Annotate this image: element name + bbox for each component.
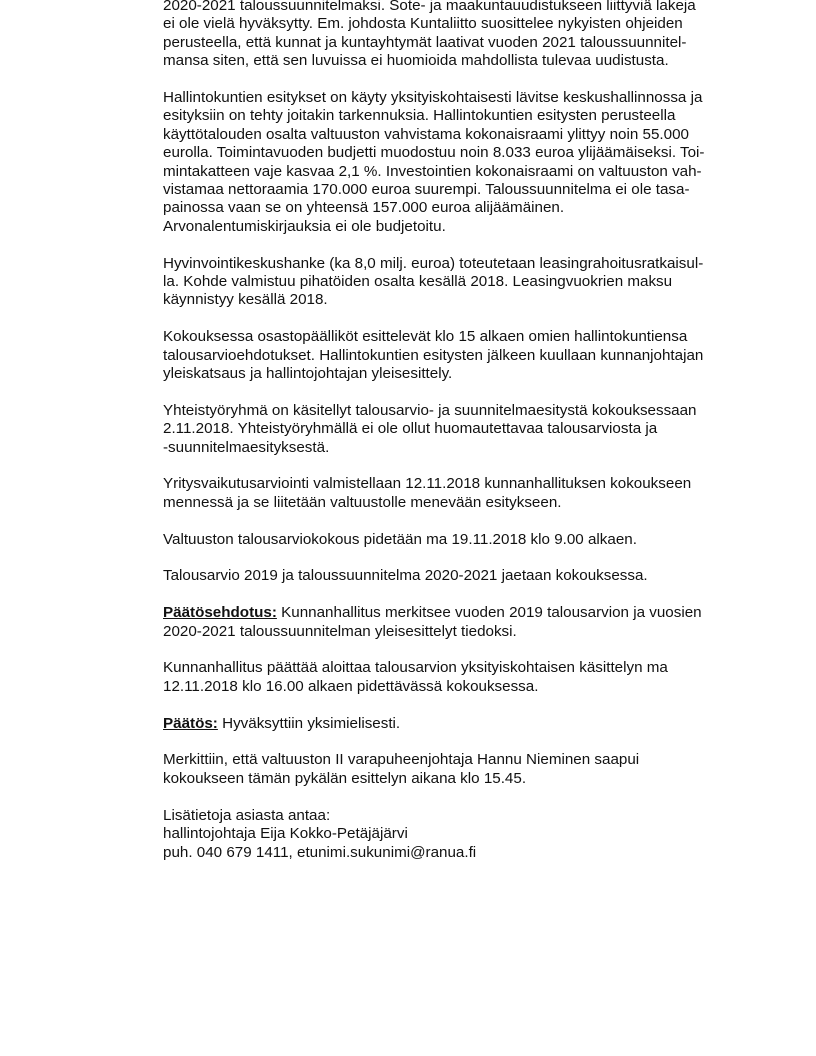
paragraph-line: esityksiin on tehty joitakin tarkennuksia. Hallintokuntien esitysten perusteella xyxy=(163,107,676,125)
note-paragraph xyxy=(163,751,763,788)
contact-line: hallintojohtaja Eija Kokko-Petäjäjärvi xyxy=(163,825,408,843)
paragraph-line: mennessä ja se liitetään valtuustolle menevään esitykseen. xyxy=(163,493,562,511)
paragraph-line: 2020-2021 taloussuunnitelmaksi. Sote- ja maakuntauudistukseen liittyviä lakeja xyxy=(163,0,696,14)
paragraph-line: Hallintokuntien esitykset on käyty yksityiskohtaisesti lävitse keskushallinnossa ja xyxy=(163,89,703,107)
body-paragraph xyxy=(163,328,763,383)
note-line: Merkittiin, että valtuuston II varapuheenjohtaja Hannu Nieminen saapui xyxy=(163,751,640,769)
paragraph-line: Valtuuston talousarviokokous pidetään ma 19.11.2018 klo 9.00 alkaen. xyxy=(163,530,637,548)
paragraph-line: la. Kohde valmistuu pihatöiden osalta kesällä 2018. Leasingvuokrien maksu xyxy=(163,273,673,291)
paragraph-line: Yhteistyöryhmä on käsitellyt talousarvio- ja suunnitelmaesitystä kokouksessaan xyxy=(163,401,697,419)
paragraph-line: eurolla. Toimintavuoden budjetti muodostuu noin 8.033 euroa ylijäämäiseksi. Toi- xyxy=(163,144,705,162)
paragraph-line: -suunnitelmaesityksestä. xyxy=(163,438,330,456)
proposal-text-line-1: Kunnanhallitus merkitsee vuoden 2019 talousarvion ja vuosien xyxy=(276,604,702,622)
paragraph-line: Kokouksessa osastopäälliköt esittelevät klo 15 alkaen omien hallintokuntiensa xyxy=(163,328,688,346)
body-paragraph xyxy=(163,402,763,457)
body-paragraphs xyxy=(163,0,763,586)
proposal-label: Päätösehdotus: xyxy=(163,604,277,622)
paragraph-line: mansa siten, että sen luvuissa ei huomioida mahdollista tulevaa uudistusta. xyxy=(163,52,669,70)
decision-text: Hyväksyttiin yksimielisesti. xyxy=(217,714,401,732)
proposal-paragraph xyxy=(163,604,763,641)
paragraph-line: ei ole vielä hyväksytty. Em. johdosta Kuntaliitto suosittelee nykyisten ohjeiden xyxy=(163,15,683,33)
paragraph-line: vistamaa nettoraamia 170.000 euroa suurempi. Taloussuunnitelma ei ole tasa- xyxy=(163,181,690,199)
paragraph-line: perusteella, että kunnat ja kuntayhtymät laativat vuoden 2021 taloussuunnitel- xyxy=(163,33,687,51)
paragraph-line: Arvonalentumiskirjauksia ei ole budjetoitu. xyxy=(163,217,446,235)
body-paragraph xyxy=(163,89,763,236)
body-paragraph xyxy=(163,0,763,71)
paragraph-line: Talousarvio 2019 ja taloussuunnitelma 2020-2021 jaetaan kokouksessa. xyxy=(163,567,648,585)
contact-line: puh. 040 679 1411, etunimi.sukunimi@ranua.fi xyxy=(163,843,477,861)
paragraph-line: Hyvinvointikeskushanke (ka 8,0 milj. euroa) toteutetaan leasingrahoitusratkaisul- xyxy=(163,254,704,272)
proposal-followup xyxy=(163,659,763,696)
body-paragraph xyxy=(163,255,763,310)
paragraph-line: mintakatteen vaje kasvaa 2,1 %. Investointien kokonaisraami on valtuuston vah- xyxy=(163,162,702,180)
paragraph-line: 2.11.2018. Yhteistyöryhmällä ei ole ollut huomautettavaa talousarviosta ja xyxy=(163,420,658,438)
contact-line: Lisätietoja asiasta antaa: xyxy=(163,806,331,824)
followup-line: Kunnanhallitus päättää aloittaa talousarvion yksityiskohtaisen käsittelyn ma xyxy=(163,659,668,677)
body-paragraph xyxy=(163,475,763,512)
body-paragraph xyxy=(163,531,763,549)
decision-label: Päätös: xyxy=(163,714,218,732)
paragraph-line: käynnistyy kesällä 2018. xyxy=(163,291,328,309)
paragraph-line: talousarvioehdotukset. Hallintokuntien esitysten jälkeen kuullaan kunnanjohtajan xyxy=(163,346,704,364)
paragraph-line: painossa vaan se on yhteensä 157.000 euroa alijäämäinen. xyxy=(163,199,565,217)
paragraph-line: käyttötalouden osalta valtuuston vahvistama kokonaisraami ylittyy noin 55.000 xyxy=(163,125,689,143)
followup-line: 12.11.2018 klo 16.00 alkaen pidettävässä kokouksessa. xyxy=(163,677,539,695)
decision-paragraph xyxy=(163,715,763,733)
proposal-text-line-2: 2020-2021 taloussuunnitelman yleisesittelyt tiedoksi. xyxy=(163,622,517,640)
contact-info xyxy=(163,807,763,862)
note-line: kokoukseen tämän pykälän esittelyn aikana klo 15.45. xyxy=(163,769,527,787)
document-page xyxy=(163,0,763,880)
paragraph-line: Yritysvaikutusarviointi valmistellaan 12.11.2018 kunnanhallituksen kokoukseen xyxy=(163,475,692,493)
body-paragraph xyxy=(163,567,763,585)
paragraph-line: yleiskatsaus ja hallintojohtajan yleisesittely. xyxy=(163,365,453,383)
